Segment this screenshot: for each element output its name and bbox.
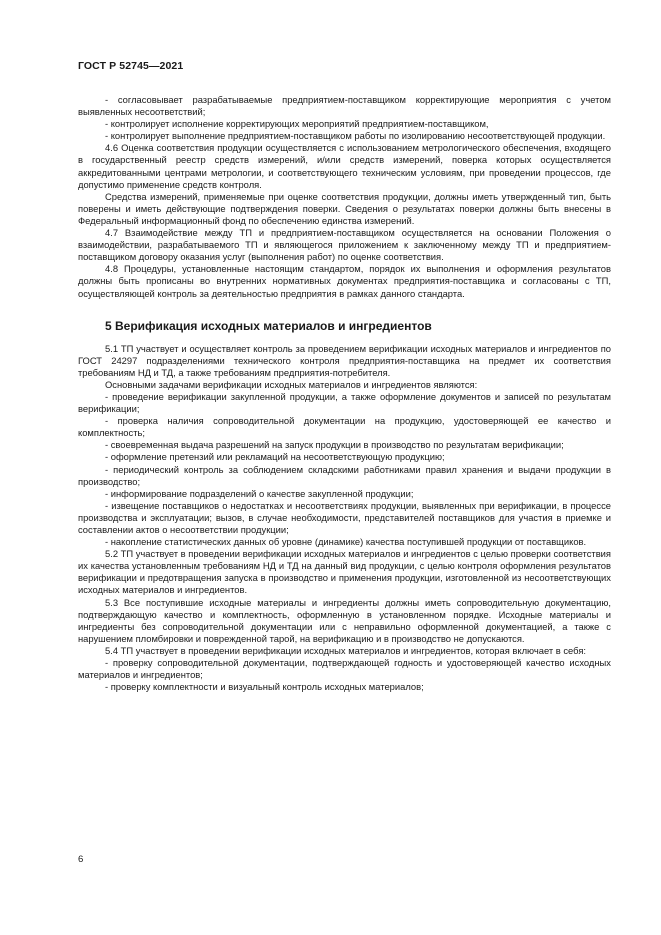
document-header: ГОСТ Р 52745—2021: [78, 60, 184, 72]
paragraph: 5.3 Все поступившие исходные материалы и ингредиенты должны иметь сопроводительную документацию, подтверждающую качество и комплектность, оформленную в установленном порядке. Исходные материалы и ингредиенты без сопроводительной документации или с неправильно оформленной документацией, а также с нарушением пломбировки и поврежденной тарой, на верификацию и в производство не допускаются.: [78, 596, 611, 644]
paragraph: - периодический контроль за соблюдением складскими работниками правил хранения и выдачи продукции в производство;: [78, 463, 611, 487]
paragraph: 4.8 Процедуры, установленные настоящим стандартом, порядок их выполнения и оформления результатов должны быть прописаны во внутренних нормативных документах предприятия-поставщика и согласованы с ТП, осуществляющей контроль за деятельностью предприятия в рамках данного стандарта.: [78, 263, 611, 299]
paragraph: 5.2 ТП участвует в проведении верификации исходных материалов и ингредиентов с целью проверки соответствия их качества установленным требованиям НД и ТД на данный вид продукции, с целью контроля оформления результатов верификации и предотвращения запуска в производство и применения продукции, изготовленной из несоответствующих исходных материалов и ингредиентов.: [78, 548, 611, 596]
paragraph: 4.6 Оценка соответствия продукции осуществляется с использованием метрологического обеспечения, входящего в государственный реестр средств измерений, и/или средств измерений, поверка которых осуществляется аккредитованными центрами метрологии, и соответствующего техническим условиям, при проведении процессов, где допустимо применение средств контроля.: [78, 142, 611, 190]
paragraph: 5.1 ТП участвует и осуществляет контроль за проведением верификации исходных материалов и ингредиентов по ГОСТ 24297 подразделениями технического контроля предприятия-поставщика на предмет их соответствия требованиям НД и ТД, а также требованиям предприятия-потребителя.: [78, 342, 611, 378]
section-heading: 5 Верификация исходных материалов и ингредиентов: [105, 318, 432, 333]
page-number: 6: [78, 854, 84, 865]
paragraph: - контролирует выполнение предприятием-поставщиком работы по изолированию несоответствующей продукции.: [105, 130, 606, 142]
paragraph: - проверка наличия сопроводительной документации на продукцию, удостоверяющей ее качество и комплектность;: [78, 415, 611, 439]
paragraph: - информирование подразделений о качестве закупленной продукции;: [105, 487, 414, 499]
paragraph: - извещение поставщиков о недостатках и несоответствиях продукции, выявленных при верификации, в процессе производства и эксплуатации; вызов, в случае необходимости, представителей поставщиков для участия в приемке и составлении актов о несоответствии продукции;: [78, 499, 611, 535]
paragraph: - проверку сопроводительной документации, подтверждающей годность и удостоверяющей качество исходных материалов и ингредиентов;: [78, 657, 611, 681]
paragraph: 4.7 Взаимодействие между ТП и предприятием-поставщиком осуществляется на основании Положения о взаимодействии, разрабатываемого ТП и являющегося приложением к заключенному между ТП и предприятием-поставщиком договору оказания услуг (выполнения работ) по оценке соответствия.: [78, 227, 611, 263]
paragraph: - своевременная выдача разрешений на запуск продукции в производство по результатам верификации;: [105, 439, 564, 451]
paragraph: - проверку комплектности и визуальный контроль исходных материалов;: [105, 681, 424, 693]
paragraph: - проведение верификации закупленной продукции, а также оформление документов и записей по результатам верификации;: [78, 390, 611, 415]
spacer: [78, 300, 611, 310]
paragraph: - контролирует исполнение корректирующих мероприятий предприятием-поставщиком,: [105, 118, 489, 130]
document-body: [78, 94, 611, 693]
paragraph: 5.4 ТП участвует в проведении верификации исходных материалов и ингредиентов, которая включает в себя:: [105, 644, 587, 656]
paragraph: Основными задачами верификации исходных материалов и ингредиентов являются:: [105, 378, 478, 390]
paragraph: - оформление претензий или рекламаций на несоответствующую продукцию;: [105, 451, 445, 463]
paragraph: - накопление статистических данных об уровне (динамике) качества поступившей продукции от поставщиков.: [105, 536, 587, 548]
paragraph: - согласовывает разрабатываемые предприятием-поставщиком корректирующие мероприятия с учетом выявленных несоответствий;: [78, 94, 611, 118]
paragraph: Средства измерений, применяемые при оценке соответствия продукции, должны иметь утвержденный тип, быть поверены и иметь действующие подтверждения поверки. Сведения о результатах поверки должны быть внесены в Федеральный информационный фонд по обеспечению единства измерений.: [78, 190, 611, 226]
